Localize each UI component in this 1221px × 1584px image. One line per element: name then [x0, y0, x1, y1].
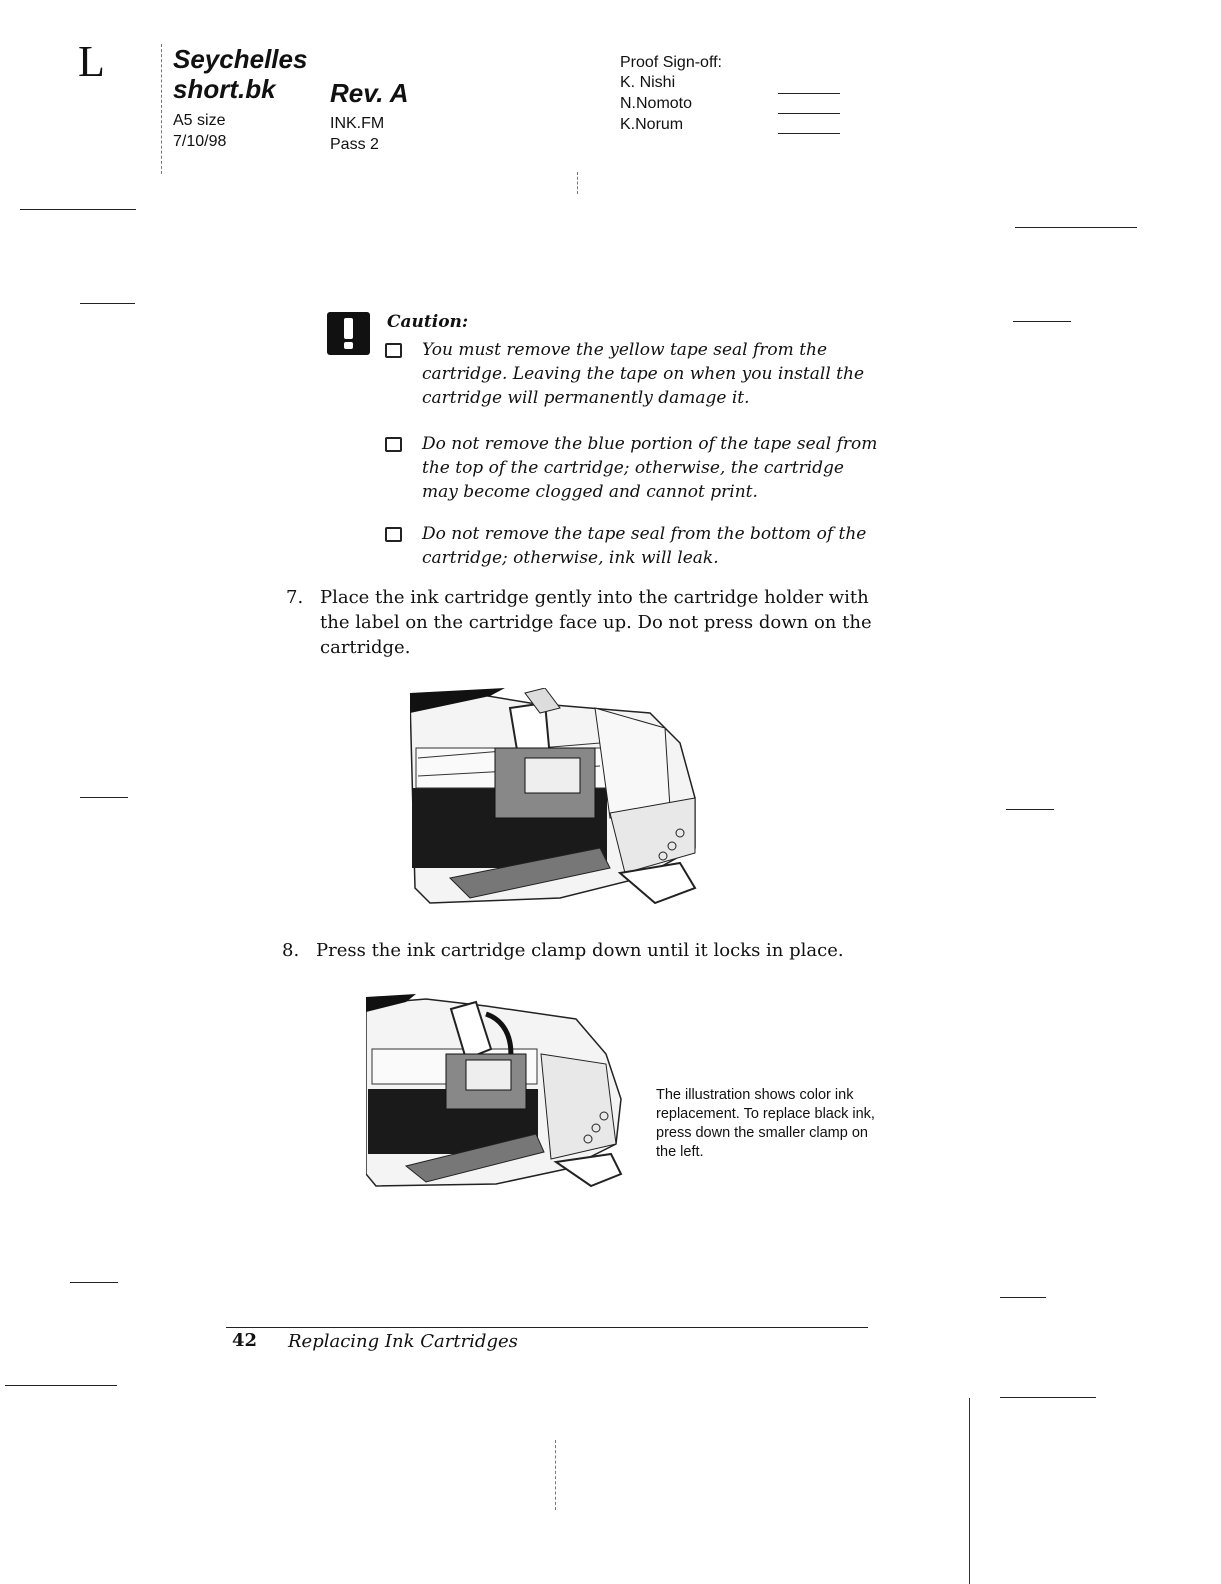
illustration-caption: The illustration shows color ink replacement. To replace black ink, press down the smaller clamp on the left.	[656, 1087, 875, 1160]
signoff-name: N.Nomoto	[620, 95, 693, 112]
footer-rule	[226, 1327, 868, 1328]
step-text: Press the ink cartridge clamp down until it locks in place.	[316, 940, 844, 961]
proof-signoff-label: Proof Sign-off:	[620, 54, 722, 71]
crop-mark	[1000, 1397, 1096, 1398]
step-7	[286, 585, 886, 660]
checkbox-bullet-icon	[385, 527, 402, 542]
crop-mark	[20, 209, 136, 210]
crop-mark	[1006, 809, 1054, 810]
printer-illustration-press-clamp	[366, 994, 626, 1190]
crop-mark	[80, 797, 128, 798]
step-text: Place the ink cartridge gently into the cartridge holder with the label on the cartridge face up. Do not press down on the cartridge.	[320, 587, 872, 658]
checkbox-bullet-icon	[385, 343, 402, 358]
margin-dash	[555, 1440, 557, 1510]
step-8	[282, 938, 882, 963]
caution-item-text: Do not remove the tape seal from the bottom of the cartridge; otherwise, ink will leak.	[422, 524, 867, 568]
page-number: 42	[232, 1330, 258, 1351]
printer-illustration-insert-cartridge	[410, 688, 710, 908]
margin-dash	[161, 44, 163, 174]
caution-item-text: Do not remove the blue portion of the tape seal from the top of the cartridge; otherwise, the cartridge may become clogged and cannot print.	[422, 434, 878, 502]
section-title: Replacing Ink Cartridges	[288, 1331, 518, 1352]
signoff-name: K. Nishi	[620, 74, 676, 91]
signoff-line	[778, 113, 840, 114]
crop-mark	[1015, 227, 1137, 228]
book-file: short.bk	[173, 74, 276, 104]
step-number: 7.	[286, 587, 304, 608]
margin-letter: L	[78, 37, 105, 86]
caution-item	[385, 432, 885, 504]
revision: Rev. A	[330, 78, 409, 108]
signoff-line	[778, 93, 840, 94]
crop-mark	[5, 1385, 117, 1386]
size-label: A5 size	[173, 112, 226, 129]
pass-label: Pass 2	[330, 136, 379, 153]
caution-title: Caution:	[387, 312, 469, 332]
date-label: 7/10/98	[173, 133, 227, 150]
caution-item-text: You must remove the yellow tape seal from the cartridge. Leaving the tape on when you install the cartridge will permanently damage it.	[422, 340, 865, 408]
signoff-name: K.Norum	[620, 116, 684, 133]
caution-item	[385, 522, 885, 570]
exclamation-icon	[327, 312, 370, 355]
caution-item	[385, 338, 885, 410]
margin-dash	[577, 172, 579, 194]
book-title: Seychelles	[173, 44, 308, 74]
margin-line	[969, 1398, 970, 1584]
crop-mark	[1013, 321, 1071, 322]
step-number: 8.	[282, 940, 300, 961]
crop-mark	[70, 1282, 118, 1283]
chapter-file: INK.FM	[330, 115, 385, 132]
signoff-line	[778, 133, 840, 134]
checkbox-bullet-icon	[385, 437, 402, 452]
crop-mark	[80, 303, 135, 304]
crop-mark	[1000, 1297, 1046, 1298]
